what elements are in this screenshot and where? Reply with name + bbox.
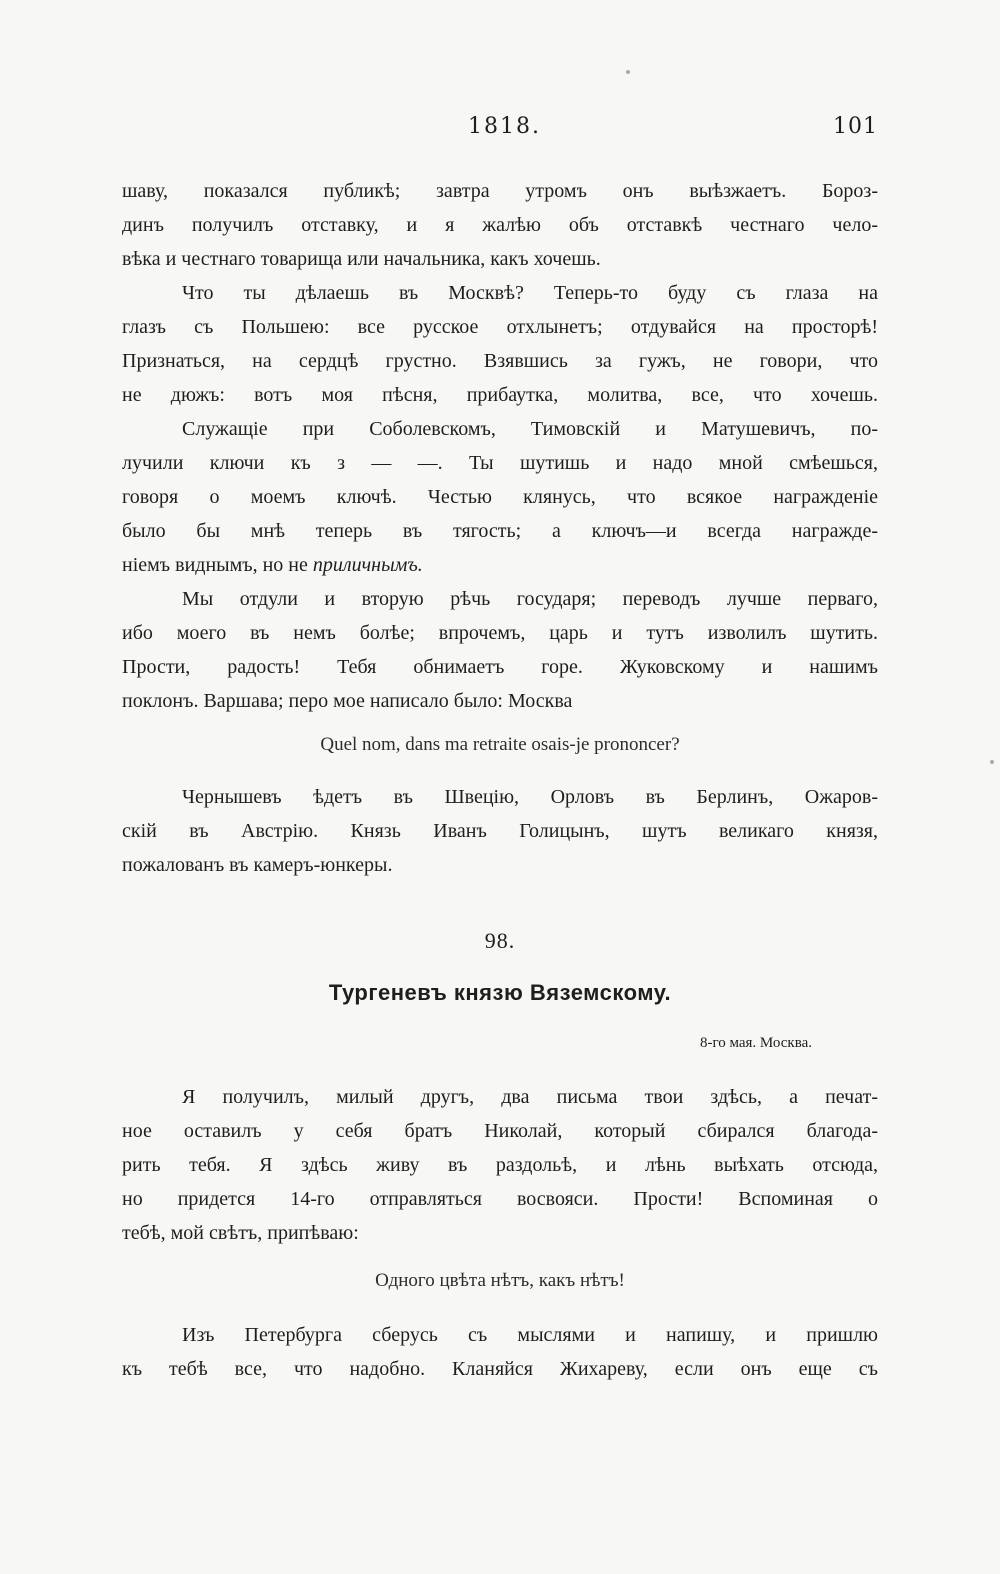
header-year: 1818. bbox=[468, 114, 541, 139]
text-line: Изъ Петербурга сберусь съ мыслями и напишу, и пришлю bbox=[182, 1324, 878, 1346]
text-line: но придется 14-го отправляться восвояси. Прости! Вспоминая о bbox=[122, 1188, 878, 1210]
letter-number: 98. bbox=[484, 928, 516, 953]
verse-quote: Одного цвѣта нѣтъ, какъ нѣтъ! bbox=[375, 1270, 625, 1291]
page-speck bbox=[626, 70, 630, 74]
page-number: 101 bbox=[833, 114, 878, 139]
italic-word: приличнымъ. bbox=[312, 554, 423, 576]
text-line: не дюжъ: вотъ моя пѣсня, прибаутка, молитва, все, что хочешь. bbox=[122, 384, 878, 406]
text-line: Я получилъ, милый другъ, два письма твои здѣсь, а печат- bbox=[182, 1086, 878, 1108]
verse-quote: Quel nom, dans ma retraite osais-je prononcer? bbox=[320, 734, 680, 755]
text-line: тебѣ, мой свѣтъ, припѣваю: bbox=[122, 1222, 359, 1244]
text-line: пожалованъ въ камеръ-юнкеры. bbox=[122, 854, 393, 876]
text-line: поклонъ. Варшава; перо мое написало было: Москва bbox=[122, 690, 573, 712]
letter-title: Тургеневъ князю Вяземскому. bbox=[328, 980, 672, 1005]
text-line: къ тебѣ все, что надобно. Кланяйся Жихареву, если онъ еще съ bbox=[122, 1358, 878, 1380]
text-line: Что ты дѣлаешь въ Москвѣ? Теперь-то буду съ глаза на bbox=[182, 282, 878, 304]
text-line: Служащіе при Соболевскомъ, Тимовскій и Матушевичъ, по- bbox=[182, 418, 878, 440]
text-line: Чернышевъ ѣдетъ въ Швецію, Орловъ въ Берлинъ, Ожаров- bbox=[182, 786, 878, 808]
letter-dateline: 8-го мая. Москва. bbox=[699, 1035, 812, 1051]
text-line: динъ получилъ отставку, и я жалѣю объ отставкѣ честнаго чело- bbox=[122, 214, 878, 236]
text-line bbox=[122, 548, 878, 582]
text-line: Прости, радость! Тебя обнимаетъ горе. Жуковскому и нашимъ bbox=[122, 656, 878, 678]
text-line: вѣка и честнаго товарища или начальника, какъ хочешь. bbox=[122, 248, 601, 270]
text-span: ніемъ виднымъ, но не bbox=[122, 554, 313, 576]
text-line: скій въ Австрію. Князь Иванъ Голицынъ, шутъ великаго князя, bbox=[122, 820, 878, 842]
text-line: Признаться, на сердцѣ грустно. Взявшись за гужъ, не говори, что bbox=[122, 350, 878, 372]
text-line: лучили ключи къ з — —. Ты шутишь и надо мной смѣешься, bbox=[122, 452, 878, 474]
text-line: было бы мнѣ теперь въ тягость; а ключъ—и всегда награжде- bbox=[122, 520, 878, 542]
text-line: ное оставилъ у себя братъ Николай, который сбирался благода- bbox=[122, 1120, 878, 1142]
text-line: глазъ съ Польшею: все русское отхлынетъ; отдувайся на просторѣ! bbox=[122, 316, 878, 338]
text-line: ибо моего въ немъ болѣе; впрочемъ, царь и тутъ изволилъ шутить. bbox=[122, 622, 878, 644]
text-line: говоря о моемъ ключѣ. Честью клянусь, что всякое награжденіе bbox=[122, 486, 878, 508]
page-speck bbox=[990, 760, 994, 764]
running-header bbox=[122, 114, 878, 144]
text-line: шаву, показался публикѣ; завтра утромъ онъ выѣзжаетъ. Бороз- bbox=[122, 180, 878, 202]
text-line: рить тебя. Я здѣсь живу въ раздольѣ, и лѣнь выѣхать отсюда, bbox=[122, 1154, 878, 1176]
text-line: Мы отдули и вторую рѣчь государя; переводъ лучше перваго, bbox=[182, 588, 878, 610]
